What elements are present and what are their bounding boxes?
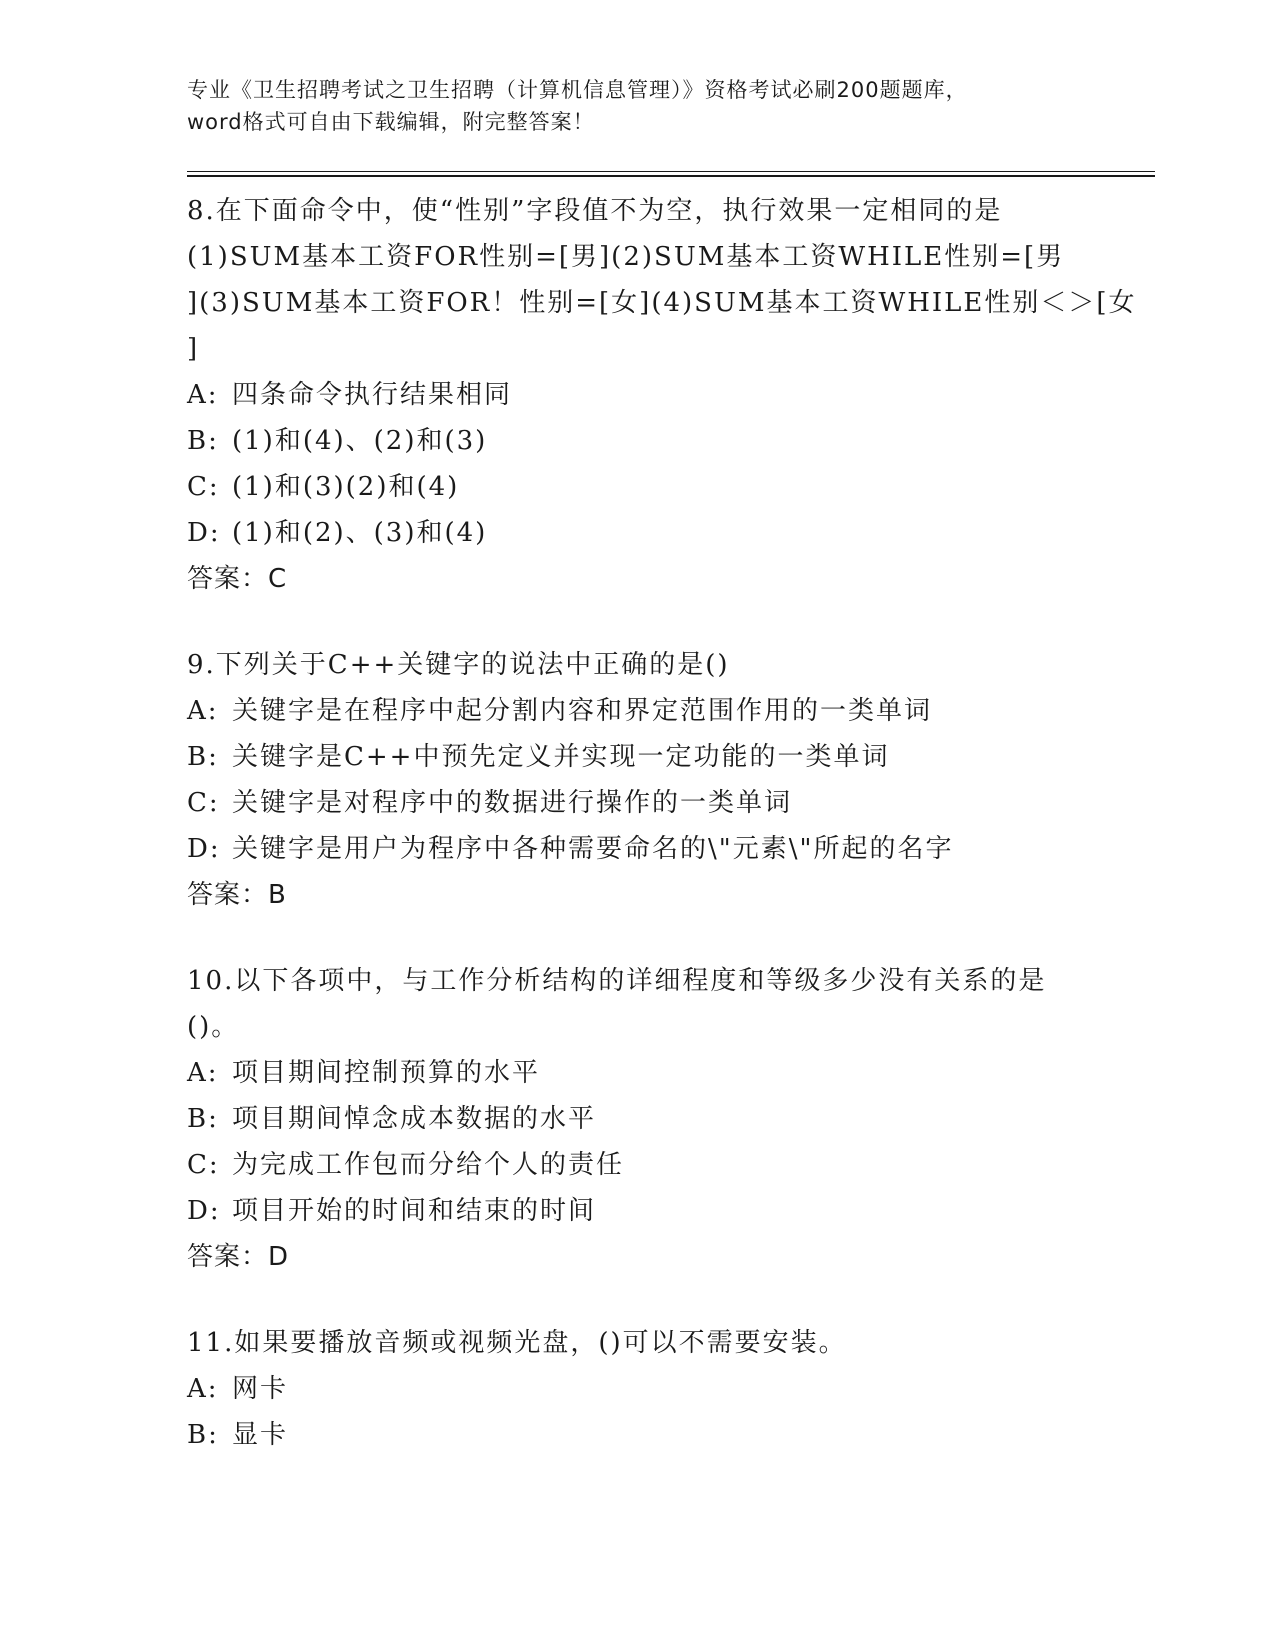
question-stem-line: ] <box>187 334 200 364</box>
option-text: 网卡 <box>232 1374 289 1404</box>
question-stem-line: 8.在下面命令中，使“性别”字段值不为空，执行效果一定相同的是 <box>187 196 1003 226</box>
option-b <box>187 1412 1087 1458</box>
option-letter: B: <box>187 1420 219 1450</box>
option-text: 四条命令执行结果相同 <box>232 380 513 410</box>
option-d <box>187 826 1087 872</box>
option-letter: A: <box>187 380 219 410</box>
option-a <box>187 372 1087 418</box>
header-divider-thin <box>187 171 1155 172</box>
option-letter: C: <box>187 472 220 502</box>
question-item <box>187 958 1087 1280</box>
question-stem-line: (1)SUM基本工资FOR性别=[男](2)SUM基本工资WHILE性别=[男 <box>187 242 1065 272</box>
option-c <box>187 464 1087 510</box>
option-letter: C: <box>187 1150 220 1180</box>
option-c <box>187 1142 1087 1188</box>
answer-line: 答案：B <box>187 880 287 910</box>
question-stem-line: 9.下列关于C++关键字的说法中正确的是() <box>187 650 730 680</box>
option-c <box>187 780 1087 826</box>
option-letter: A: <box>187 1374 219 1404</box>
option-letter: D: <box>187 834 221 864</box>
option-text: (1)和(4)、(2)和(3) <box>232 426 488 456</box>
option-text: 关键字是对程序中的数据进行操作的一类单词 <box>232 788 793 818</box>
header-line: 专业《卫生招聘考试之卫生招聘（计算机信息管理）》资格考试必刷200题题库， <box>187 78 968 102</box>
option-text: 项目开始的时间和结束的时间 <box>232 1196 597 1226</box>
option-letter: B: <box>187 426 219 456</box>
option-letter: B: <box>187 742 219 772</box>
option-text: 项目期间悼念成本数据的水平 <box>232 1104 597 1134</box>
question-stem-line: 11.如果要播放音频或视频光盘，()可以不需要安装。 <box>187 1328 847 1358</box>
question-stem-line: ](3)SUM基本工资FOR！性别=[女](4)SUM基本工资WHILE性别＜＞[女 <box>187 288 1137 318</box>
option-a <box>187 1366 1087 1412</box>
option-b <box>187 418 1087 464</box>
header-line: word格式可自由下载编辑，附完整答案！ <box>187 110 595 134</box>
option-d <box>187 1188 1087 1234</box>
option-letter: C: <box>187 788 220 818</box>
option-letter: D: <box>187 1196 221 1226</box>
option-text: 为完成工作包而分给个人的责任 <box>232 1150 625 1180</box>
option-text: 关键字是用户为程序中各种需要命名的\"元素\"所起的名字 <box>232 834 954 864</box>
option-text: 显卡 <box>232 1420 289 1450</box>
option-text: 关键字是在程序中起分割内容和界定范围作用的一类单词 <box>232 696 933 726</box>
answer-line: 答案：D <box>187 1242 290 1272</box>
document-header <box>187 74 1087 138</box>
option-letter: A: <box>187 1058 219 1088</box>
question-item <box>187 642 1087 918</box>
question-item <box>187 1320 1087 1458</box>
option-text: (1)和(3)(2)和(4) <box>232 472 460 502</box>
option-letter: B: <box>187 1104 219 1134</box>
option-text: 关键字是C++中预先定义并实现一定功能的一类单词 <box>232 742 890 772</box>
option-b <box>187 1096 1087 1142</box>
question-stem-line: 10.以下各项中，与工作分析结构的详细程度和等级多少没有关系的是 <box>187 966 1047 996</box>
header-divider-thick <box>187 175 1155 177</box>
question-stem-line: ()。 <box>187 1012 240 1042</box>
option-d <box>187 510 1087 556</box>
option-letter: D: <box>187 518 221 548</box>
questions-list <box>187 188 1137 1498</box>
option-letter: A: <box>187 696 219 726</box>
question-item <box>187 188 1137 602</box>
option-text: 项目期间控制预算的水平 <box>232 1058 541 1088</box>
answer-line: 答案：C <box>187 564 288 594</box>
option-a <box>187 688 1087 734</box>
option-b <box>187 734 1087 780</box>
option-text: (1)和(2)、(3)和(4) <box>232 518 488 548</box>
option-a <box>187 1050 1087 1096</box>
